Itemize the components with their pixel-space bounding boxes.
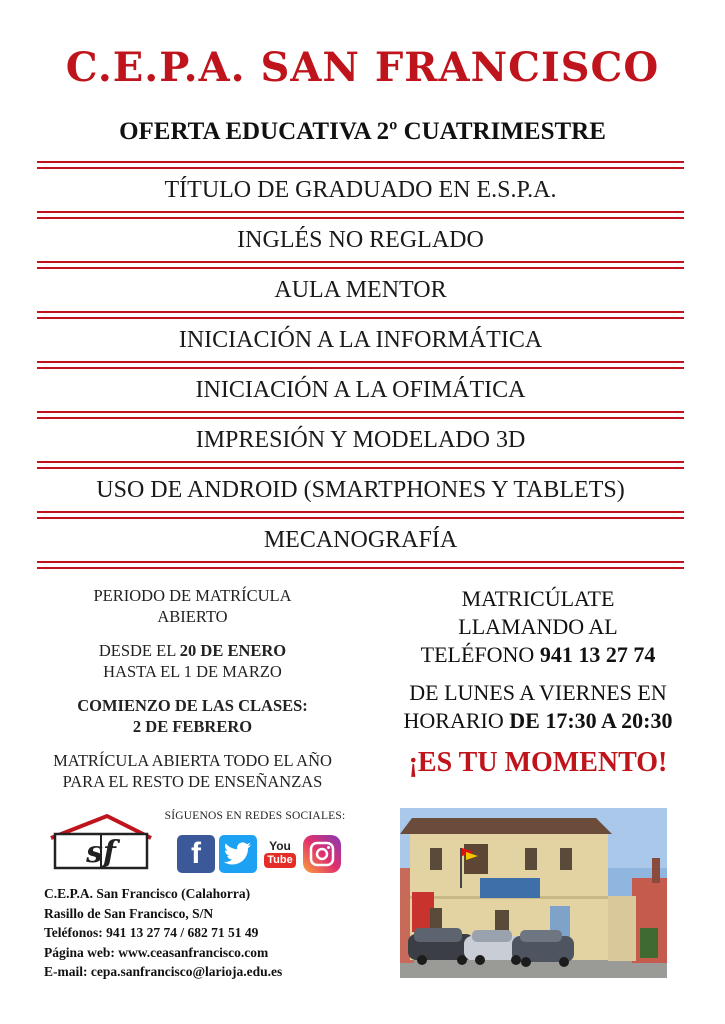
twitter-icon[interactable] xyxy=(219,835,257,873)
open-enrollment-note: MATRÍCULA ABIERTA TODO EL AÑO PARA EL RESTO DE ENSEÑANZAS xyxy=(53,751,332,791)
youtube-icon[interactable]: You Tube xyxy=(261,835,299,873)
course-item: AULA MENTOR xyxy=(274,277,447,303)
period-line: ABIERTO xyxy=(157,607,228,626)
divider xyxy=(37,161,684,169)
course-item: USO DE ANDROID (SMARTPHONES Y TABLETS) xyxy=(96,477,625,503)
page-title: C.E.P.A. SAN FRANCISCO xyxy=(65,44,660,91)
divider xyxy=(37,261,684,269)
social-icons xyxy=(177,835,341,873)
facebook-icon[interactable]: f xyxy=(177,835,215,873)
until-date-line: HASTA EL 1 DE MARZO xyxy=(103,662,282,681)
contact-name: C.E.P.A. San Francisco (Calahorra) xyxy=(44,886,251,901)
instagram-icon[interactable] xyxy=(303,835,341,873)
school-building-photo xyxy=(400,808,667,978)
period-line: PERIODO DE MATRÍCULA xyxy=(93,586,292,605)
course-item: IMPRESIÓN Y MODELADO 3D xyxy=(195,427,526,453)
from-date-line: DESDE EL 20 DE ENERO xyxy=(98,641,287,660)
enrollment-period xyxy=(50,585,335,627)
enrollment-dates xyxy=(50,640,335,682)
divider xyxy=(37,561,684,569)
phone-line: TELÉFONO 941 13 27 74 xyxy=(420,642,656,667)
slogan: ¡ES TU MOMENTO! xyxy=(408,747,668,778)
contact-phones: Teléfonos: 941 13 27 74 / 682 71 51 49 xyxy=(44,925,259,940)
call-info xyxy=(378,585,698,781)
divider xyxy=(37,411,684,419)
course-item: TÍTULO DE GRADUADO EN E.S.P.A. xyxy=(164,177,557,203)
contact-address: Rasillo de San Francisco, S/N xyxy=(44,905,214,921)
social-label: SÍGUENOS EN REDES SOCIALES: xyxy=(164,810,346,822)
divider xyxy=(37,461,684,469)
contact-email[interactable]: E-mail: cepa.sanfrancisco@larioja.edu.es xyxy=(44,964,283,979)
course-item: MECANOGRAFÍA xyxy=(263,527,458,553)
class-start: COMIENZO DE LAS CLASES: 2 DE FEBRERO xyxy=(77,696,308,736)
divider xyxy=(37,511,684,519)
course-item: INICIACIÓN A LA INFORMÁTICA xyxy=(178,327,543,353)
enrollment-info xyxy=(50,585,335,805)
phone-number: 941 13 27 74 xyxy=(539,642,656,667)
divider xyxy=(37,311,684,319)
contact-website[interactable]: Página web: www.ceasanfrancisco.com xyxy=(44,944,269,960)
divider xyxy=(37,211,684,219)
divider xyxy=(37,361,684,369)
course-item: INGLÉS NO REGLADO xyxy=(237,227,484,253)
call-to-action: MATRICÚLATE LLAMANDO AL TELÉFONO 941 13 27 74 xyxy=(378,585,698,669)
contact-info xyxy=(44,884,384,982)
logo-letters: sf xyxy=(86,835,116,870)
course-list xyxy=(37,161,684,569)
school-logo xyxy=(45,812,155,872)
page-subtitle: OFERTA EDUCATIVA 2º CUATRIMESTRE xyxy=(119,118,606,145)
course-item: INICIACIÓN A LA OFIMÁTICA xyxy=(195,377,526,403)
schedule: DE LUNES A VIERNES EN HORARIO DE 17:30 A 20:30 xyxy=(403,680,673,733)
